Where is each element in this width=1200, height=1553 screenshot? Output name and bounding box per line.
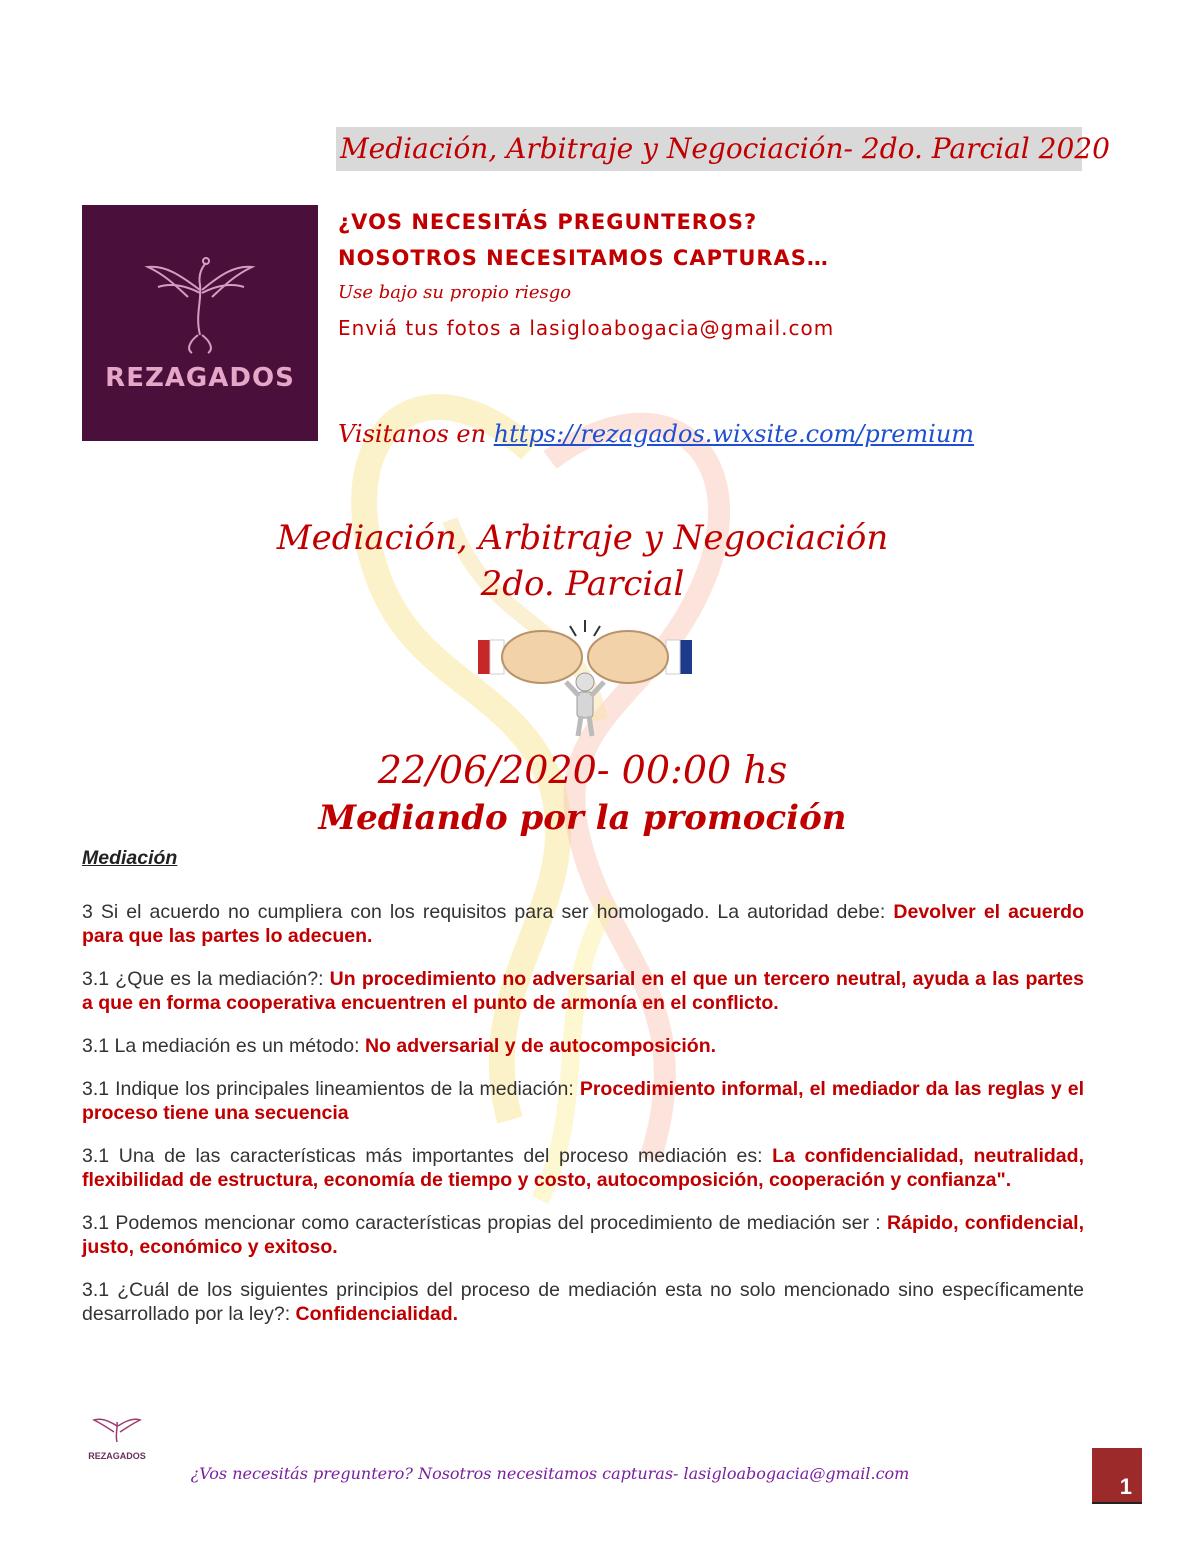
answer-text: Rápido, confidencial, justo, económico y exitoso. (82, 1212, 1084, 1258)
questions-section (82, 846, 1084, 1345)
question-text: 3.1 ¿Cuál de los siguientes principios del proceso de mediación esta no solo mencionado sino específicamente desarrollado por la ley?: (82, 1279, 1084, 1325)
footer-logo-text: REZAGADOS (88, 1451, 146, 1461)
promo-line-2: NOSOTROS NECESITAMOS CAPTURAS… (338, 246, 829, 270)
fist-bump-illustration (470, 612, 700, 742)
cover-title-line-1: Mediación, Arbitraje y Negociación (276, 518, 889, 558)
question-text: 3.1 Podemos mencionar como características propias del procedimiento de mediación ser : (82, 1212, 888, 1234)
question-text: 3 Si el acuerdo no cumpliera con los requisitos para ser homologado. La autoridad debe: (82, 901, 894, 923)
document-header-title: Mediación, Arbitraje y Negociación- 2do. Parcial 2020 (336, 127, 1082, 171)
question-item (82, 1211, 1084, 1259)
answer-text: Procedimiento informal, el mediador da las reglas y el proceso tiene una secuencia (82, 1078, 1084, 1124)
question-text: 3.1 La mediación es un método: (82, 1035, 365, 1057)
section-heading: Mediación (82, 847, 178, 869)
question-item (82, 1077, 1084, 1125)
promo-line-3: Use bajo su propio riesgo (338, 282, 572, 303)
phoenix-icon (82, 1412, 152, 1446)
visit-line (338, 420, 974, 448)
answer-text: Un procedimiento no adversarial en el que un tercero neutral, ayuda a las partes a que en forma cooperativa encuentren el punto de armonía en el conflicto. (82, 968, 1084, 1014)
exam-date: 22/06/2020- 00:00 hs (377, 748, 788, 792)
visit-label: Visitanos en (338, 420, 494, 448)
question-item (82, 1144, 1084, 1192)
answer-text: Devolver el acuerdo para que las partes lo adecuen. (82, 901, 1085, 947)
page-number-underline (1092, 1502, 1142, 1504)
question-text: 3.1 ¿Que es la mediación?: (82, 968, 330, 990)
promo-line-4: Enviá tus fotos a lasigloabogacia@gmail.com (338, 316, 835, 340)
cover-motto: Mediando por la promoción (318, 798, 847, 838)
question-text: 3.1 Una de las características más importantes del proceso mediación es: (82, 1145, 773, 1167)
footer-text: ¿Vos necesitás preguntero? Nosotros necesitamos capturas- lasigloabogacia@gmail.com (190, 1464, 910, 1483)
question-text: 3.1 Indique los principales lineamientos de la mediación: (82, 1078, 580, 1100)
cover-title-line-2: 2do. Parcial (480, 564, 685, 604)
question-item (82, 900, 1084, 948)
answer-text: Confidencialidad. (295, 1303, 459, 1325)
question-item (82, 967, 1084, 1015)
question-item (82, 1034, 1084, 1058)
phoenix-icon (140, 245, 260, 355)
question-item (82, 1278, 1084, 1326)
answer-text: No adversarial y de autocomposición. (364, 1035, 717, 1057)
footer-logo (82, 1412, 152, 1462)
page-number: 1 (1092, 1448, 1142, 1502)
answer-text: La confidencialidad, neutralidad, flexibilidad de estructura, economía de tiempo y costo, autocomposición, cooperación y confianza". (82, 1145, 1084, 1191)
logo-text: REZAGADOS (105, 363, 295, 393)
promo-line-1: ¿VOS NECESITÁS PREGUNTEROS? (338, 210, 758, 234)
premium-link[interactable]: https://rezagados.wixsite.com/premium (493, 420, 975, 448)
rezagados-logo (82, 205, 318, 441)
